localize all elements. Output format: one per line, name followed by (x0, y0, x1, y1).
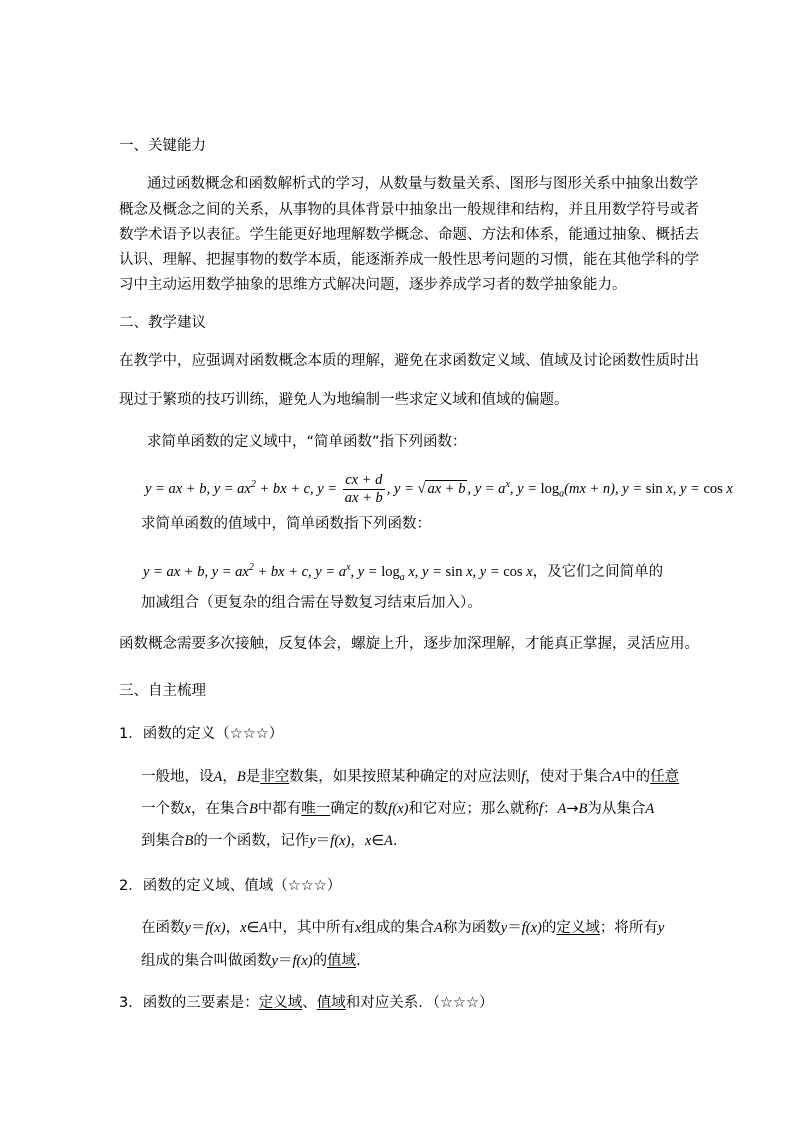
s2-line-2: 现过于繁琐的技巧训练，避免人为地编制一些求定义域和值域的偏题。 (119, 392, 569, 408)
range-formula-line (143, 558, 663, 588)
item-2-line-2: 组成的集合叫做函数y＝f(x)的值域. (141, 953, 361, 969)
s1-line-3: 数学术语予以表征。学生能更好地理解数学概念、命题、方法和体系，能通过抽象、概括去 (119, 227, 699, 243)
term-range: 值域 (327, 953, 357, 969)
range-formula: y = ax + b, $y = ax^2$ + bx + c, $y = a^x$, $y = \log_a x$, y = sin x, y = cos x (143, 562, 533, 583)
section-2-title: 二、教学建议 (119, 315, 206, 331)
term-unique: 唯一 (301, 801, 331, 817)
term-domain: 定义域 (556, 920, 600, 936)
section-3-title: 三、自主梳理 (119, 683, 206, 699)
domain-intro: 求简单函数的定义域中，“简单函数”指下列函数： (147, 434, 467, 450)
s2-closing: 函数概念需要多次接触，反复体会，螺旋上升，逐步加深理解，才能真正掌握，灵活应用。 (119, 636, 699, 652)
domain-formula: y = ax + b, $y = ax^2$ + bx + c, y = $\frac{cx + d}{ax + b}$ , y = √ ax + b , $y = a^x$, $y = \log_a(mx + n)$, y = sin x, y = cos x (145, 472, 733, 506)
term-range-2: 值域 (316, 995, 346, 1011)
s1-line-2: 概念及概念之间的关系，从事物的具体背景中抽象出一般规律和结构，并且用数学符号或者 (119, 202, 699, 218)
range-tail: ，及它们之间简单的 (532, 563, 664, 580)
item-2-line-1: 在函数y＝f(x)，x∈A中，其中所有x组成的集合A称为函数y＝f(x)的定义域；将所有y (141, 920, 665, 936)
item-1-line-3: 到集合B的一个函数，记作y＝f(x)，x∈A. (141, 833, 398, 849)
s1-line-4: 认识、理解、把握事物的数学本质，能逐渐养成一般性思考问题的习惯，能在其他学科的学 (119, 252, 699, 268)
range-intro: 求简单函数的值域中，简单函数指下列函数： (141, 516, 431, 532)
item-1-line-1: 一般地，设A，B是非空数集，如果按照某种确定的对应法则f，使对于集合A中的任意 (141, 769, 680, 785)
s1-line-1: 通过函数概念和函数解析式的学习，从数量与数量关系、图形与图形关系中抽象出数学 (147, 176, 698, 192)
term-nonempty: 非空 (260, 769, 290, 785)
term-arbitrary: 任意 (650, 769, 680, 785)
item-2-head: 2．函数的定义域、值域（☆☆☆） (119, 878, 342, 894)
item-1-head: 1．函数的定义（☆☆☆） (119, 726, 284, 742)
term-domain-2: 定义域 (258, 995, 303, 1011)
section-1-title: 一、关键能力 (119, 138, 206, 154)
item-1-line-2: 一个数x，在集合B中都有唯一确定的数f(x)和它对应；那么就称f：A→B为从集合A (141, 801, 655, 817)
s1-line-5: 习中主动运用数学抽象的思维方式解决问题，逐步养成学习者的数学抽象能力。 (119, 277, 627, 293)
range-tail-2: 加减组合（更复杂的组合需在导数复习结束后加入）。 (141, 595, 482, 611)
s2-line-1: 在教学中，应强调对函数概念本质的理解，避免在求函数定义域、值域及讨论函数性质时出 (119, 353, 699, 369)
item-3: 3．函数的三要素是：定义域、值域和对应关系．（☆☆☆） (119, 995, 494, 1011)
